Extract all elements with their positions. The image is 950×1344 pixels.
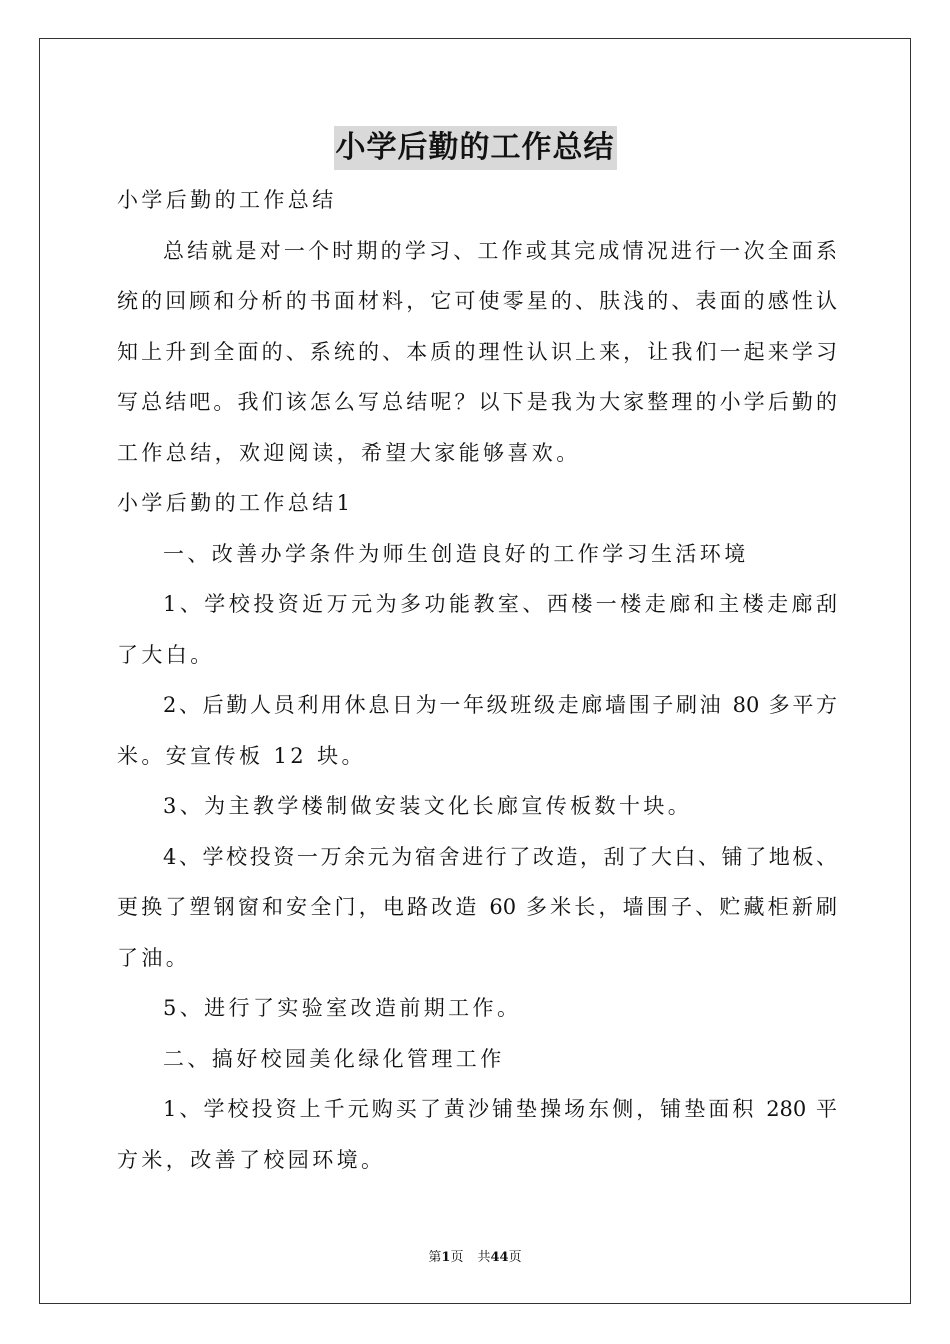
text-line: 更换了塑钢窗和安全门，电路改造 60 多米长，墙围子、贮藏柜新刷 — [117, 895, 837, 919]
text-line: 总结就是对一个时期的学习、工作或其完成情况进行一次全面系 — [163, 238, 837, 263]
title-container — [0, 126, 950, 170]
document-title: 小学后勤的工作总结 — [334, 126, 617, 170]
text-line: 工作总结，欢迎阅读，希望大家能够喜欢。 — [117, 440, 581, 465]
text-line: 3、为主教学楼制做安装文化长廊宣传板数十块。 — [163, 794, 693, 818]
text-line: 2、后勤人员利用休息日为一年级班级走廊墙围子刷油 80 多平方 — [163, 693, 837, 717]
text-line: 了大白。 — [117, 642, 215, 667]
page-suffix: 页 — [450, 1250, 464, 1265]
text-line: 1、学校投资上千元购买了黄沙铺垫操场东侧，铺垫面积 280 平 — [163, 1097, 837, 1121]
text-line: 二、搞好校园美化绿化管理工作 — [163, 1046, 505, 1071]
text-line: 知上升到全面的、系统的、本质的理性认识上来，让我们一起来学习 — [117, 339, 837, 364]
total-prefix: 共 — [477, 1250, 491, 1265]
text-line: 一、改善办学条件为师生创造良好的工作学习生活环境 — [163, 541, 749, 566]
text-line: 5、进行了实验室改造前期工作。 — [163, 996, 522, 1020]
text-line: 写总结吧。我们该怎么写总结呢？以下是我为大家整理的小学后勤的 — [117, 390, 837, 414]
text-line: 小学后勤的工作总结1 — [117, 491, 354, 515]
page-number: 1 — [441, 1250, 451, 1265]
text-line: 统的回顾和分析的书面材料，它可使零星的、肤浅的、表面的感性认 — [117, 289, 837, 313]
text-line: 小学后勤的工作总结 — [117, 188, 337, 212]
text-line: 方米，改善了校园环境。 — [117, 1147, 386, 1172]
page-prefix: 第 — [428, 1250, 442, 1265]
document-body — [117, 178, 837, 1188]
text-line: 1、学校投资近万元为多功能教室、西楼一楼走廊和主楼走廊刮 — [163, 592, 837, 616]
text-line: 米。安宣传板 12 块。 — [117, 743, 366, 768]
text-line: 4、学校投资一万余元为宿舍进行了改造，刮了大白、铺了地板、 — [163, 844, 837, 869]
text-line: 了油。 — [117, 945, 191, 970]
page-footer — [0, 1246, 950, 1265]
total-pages: 44 — [490, 1250, 509, 1265]
total-suffix: 页 — [508, 1250, 522, 1265]
